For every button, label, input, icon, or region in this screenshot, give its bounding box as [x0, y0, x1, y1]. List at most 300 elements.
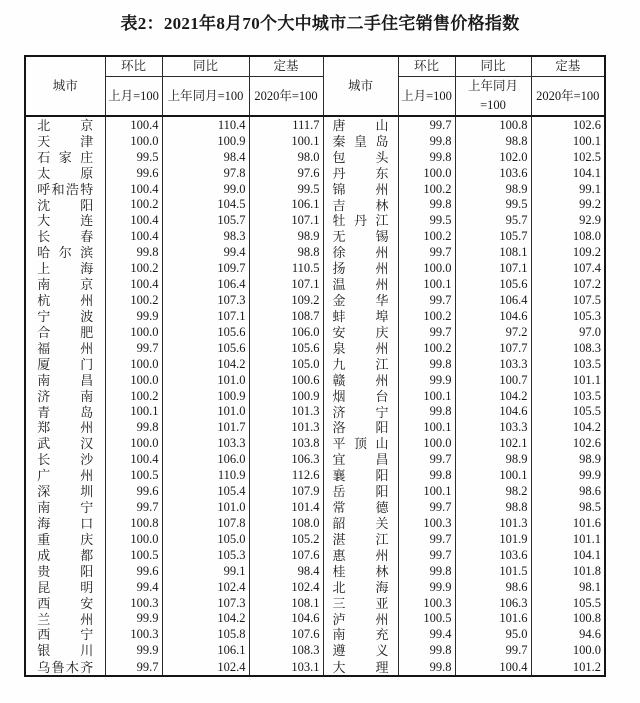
fixed-cell: 106.1	[249, 197, 323, 213]
city-name: 常德	[332, 500, 389, 516]
table-row	[25, 133, 605, 149]
city-name: 三亚	[332, 595, 389, 611]
mom-cell: 99.8	[105, 420, 162, 436]
fixed-cell: 107.6	[249, 547, 323, 563]
city-name: 包头	[332, 149, 389, 165]
city-name: 九江	[332, 356, 389, 372]
fixed-cell: 107.6	[249, 627, 323, 643]
mom-cell: 99.8	[398, 133, 455, 149]
city-name: 安庆	[332, 324, 389, 340]
mom-cell: 100.0	[398, 260, 455, 276]
yoy-cell: 107.7	[455, 340, 531, 356]
yoy-cell: 99.0	[162, 181, 249, 197]
yoy-cell: 101.0	[162, 372, 249, 388]
mom-cell: 99.5	[105, 149, 162, 165]
mom-cell: 100.0	[105, 356, 162, 372]
city-cell	[25, 245, 105, 261]
yoy-cell: 100.4	[455, 659, 531, 676]
mom-cell: 100.1	[398, 388, 455, 404]
table-row	[25, 308, 605, 324]
fixed-cell: 109.2	[249, 292, 323, 308]
yoy-cell: 104.2	[455, 388, 531, 404]
yoy-cell: 106.4	[162, 276, 249, 292]
mom-cell: 99.8	[398, 467, 455, 483]
yoy-cell: 97.2	[455, 324, 531, 340]
fixed-cell: 99.1	[531, 181, 605, 197]
city-cell	[25, 579, 105, 595]
yoy-cell: 101.5	[455, 563, 531, 579]
mom-cell: 100.5	[398, 611, 455, 627]
fixed-cell: 104.2	[531, 420, 605, 436]
city-cell	[25, 388, 105, 404]
yoy-cell: 98.8	[455, 133, 531, 149]
fixed-cell: 108.0	[249, 515, 323, 531]
city-cell	[25, 197, 105, 213]
city-name: 郑州	[37, 420, 94, 436]
fixed-cell: 98.9	[531, 452, 605, 468]
yoy-cell: 108.1	[455, 245, 531, 261]
city-name: 北海	[332, 579, 389, 595]
mom-cell: 99.6	[105, 563, 162, 579]
city-name: 厦门	[37, 356, 94, 372]
table-row	[25, 483, 605, 499]
city-name: 济宁	[332, 404, 389, 420]
city-cell	[323, 133, 398, 149]
yoy-cell: 98.4	[162, 149, 249, 165]
table-row	[25, 420, 605, 436]
city-cell	[323, 627, 398, 643]
mom-cell: 100.0	[105, 133, 162, 149]
mom-cell: 100.3	[105, 627, 162, 643]
city-cell	[323, 340, 398, 356]
yoy-cell: 107.3	[162, 595, 249, 611]
city-name: 牡丹江	[332, 213, 389, 229]
mom-cell: 99.9	[105, 308, 162, 324]
table-row	[25, 276, 605, 292]
mom-cell: 100.0	[105, 372, 162, 388]
fixed-cell: 101.8	[531, 563, 605, 579]
table-row	[25, 659, 605, 676]
yoy-cell: 105.6	[455, 276, 531, 292]
city-name: 北京	[37, 117, 94, 133]
mom-cell: 100.0	[105, 436, 162, 452]
mom-cell: 100.4	[105, 116, 162, 133]
fixed-cell: 100.9	[249, 388, 323, 404]
fixed-cell: 98.0	[249, 149, 323, 165]
fixed-cell: 103.1	[249, 659, 323, 676]
table-row	[25, 467, 605, 483]
col-subheader-fixed-base-left: 2020年=100	[249, 77, 323, 117]
city-name: 南昌	[37, 372, 94, 388]
col-subheader-yoy-base-right: 上年同月=100	[455, 77, 531, 117]
city-cell	[25, 483, 105, 499]
yoy-cell: 100.8	[455, 116, 531, 133]
fixed-cell: 99.2	[531, 197, 605, 213]
city-cell	[323, 483, 398, 499]
mom-cell: 100.0	[105, 531, 162, 547]
mom-cell: 100.3	[105, 595, 162, 611]
table-row	[25, 643, 605, 659]
city-cell	[25, 531, 105, 547]
table-row	[25, 531, 605, 547]
fixed-cell: 101.3	[249, 404, 323, 420]
city-name: 泸州	[332, 611, 389, 627]
mom-cell: 100.3	[398, 515, 455, 531]
col-header-yoy-left: 同比	[162, 56, 249, 77]
mom-cell: 99.6	[105, 483, 162, 499]
city-cell	[25, 547, 105, 563]
city-name: 沈阳	[37, 197, 94, 213]
yoy-cell: 102.0	[455, 149, 531, 165]
city-cell	[25, 340, 105, 356]
yoy-cell: 105.7	[455, 229, 531, 245]
city-name: 长春	[37, 229, 94, 245]
mom-cell: 100.2	[105, 388, 162, 404]
city-cell	[25, 260, 105, 276]
mom-cell: 99.7	[105, 499, 162, 515]
mom-cell: 100.4	[105, 229, 162, 245]
yoy-cell: 104.6	[455, 308, 531, 324]
city-name: 深圳	[37, 484, 94, 500]
city-name: 杭州	[37, 293, 94, 309]
yoy-cell: 101.3	[455, 515, 531, 531]
mom-cell: 99.8	[398, 563, 455, 579]
table-row	[25, 499, 605, 515]
table-row	[25, 229, 605, 245]
city-cell	[323, 260, 398, 276]
mom-cell: 100.1	[105, 404, 162, 420]
fixed-cell: 108.3	[249, 643, 323, 659]
yoy-cell: 103.3	[455, 420, 531, 436]
city-cell	[323, 436, 398, 452]
table-row	[25, 452, 605, 468]
yoy-cell: 107.3	[162, 292, 249, 308]
city-cell	[323, 659, 398, 676]
city-cell	[323, 213, 398, 229]
yoy-cell: 102.4	[162, 659, 249, 676]
city-name: 徐州	[332, 245, 389, 261]
fixed-cell: 102.6	[531, 116, 605, 133]
fixed-cell: 98.5	[531, 499, 605, 515]
table-row	[25, 563, 605, 579]
city-cell	[25, 595, 105, 611]
city-cell	[323, 515, 398, 531]
table-row	[25, 627, 605, 643]
fixed-cell: 112.6	[249, 467, 323, 483]
city-name: 南京	[37, 277, 94, 293]
fixed-cell: 105.6	[249, 340, 323, 356]
city-name: 惠州	[332, 547, 389, 563]
fixed-cell: 105.5	[531, 404, 605, 420]
yoy-cell: 102.1	[455, 436, 531, 452]
city-cell	[25, 420, 105, 436]
yoy-cell: 95.7	[455, 213, 531, 229]
mom-cell: 100.1	[398, 483, 455, 499]
yoy-cell: 105.6	[162, 340, 249, 356]
table-row	[25, 245, 605, 261]
city-name: 海口	[37, 515, 94, 531]
col-subheader-yoy-base-left: 上年同月=100	[162, 77, 249, 117]
city-cell	[323, 197, 398, 213]
yoy-cell: 105.3	[162, 547, 249, 563]
city-name: 青岛	[37, 404, 94, 420]
city-cell	[323, 531, 398, 547]
fixed-cell: 101.4	[249, 499, 323, 515]
mom-cell: 100.2	[105, 292, 162, 308]
city-cell	[25, 436, 105, 452]
city-name: 昆明	[37, 579, 94, 595]
fixed-cell: 100.0	[531, 643, 605, 659]
city-name: 襄阳	[332, 468, 389, 484]
fixed-cell: 102.4	[249, 579, 323, 595]
table-row	[25, 116, 605, 133]
fixed-cell: 108.3	[531, 340, 605, 356]
mom-cell: 100.0	[398, 165, 455, 181]
fixed-cell: 108.0	[531, 229, 605, 245]
city-name: 唐山	[332, 117, 389, 133]
city-cell	[25, 276, 105, 292]
fixed-cell: 107.4	[531, 260, 605, 276]
city-cell	[323, 467, 398, 483]
table-row	[25, 292, 605, 308]
yoy-cell: 98.2	[455, 483, 531, 499]
city-name: 宜昌	[332, 452, 389, 468]
mom-cell: 99.7	[398, 245, 455, 261]
fixed-cell: 94.6	[531, 627, 605, 643]
fixed-cell: 98.8	[249, 245, 323, 261]
fixed-cell: 97.6	[249, 165, 323, 181]
table-row	[25, 260, 605, 276]
city-name: 上海	[37, 261, 94, 277]
col-header-fixed-left: 定基	[249, 56, 323, 77]
city-cell	[25, 165, 105, 181]
yoy-cell: 105.4	[162, 483, 249, 499]
city-name: 济南	[37, 388, 94, 404]
yoy-cell: 100.9	[162, 133, 249, 149]
city-cell	[323, 579, 398, 595]
city-name: 烟台	[332, 388, 389, 404]
fixed-cell: 107.1	[249, 276, 323, 292]
yoy-cell: 105.7	[162, 213, 249, 229]
city-name: 丹东	[332, 165, 389, 181]
fixed-cell: 92.9	[531, 213, 605, 229]
mom-cell: 99.8	[105, 245, 162, 261]
yoy-cell: 104.2	[162, 611, 249, 627]
mom-cell: 100.4	[105, 276, 162, 292]
fixed-cell: 100.1	[249, 133, 323, 149]
fixed-cell: 106.3	[249, 452, 323, 468]
city-cell	[25, 659, 105, 676]
mom-cell: 99.7	[398, 452, 455, 468]
city-cell	[25, 499, 105, 515]
fixed-cell: 106.0	[249, 324, 323, 340]
mom-cell: 100.2	[398, 340, 455, 356]
yoy-cell: 101.0	[162, 404, 249, 420]
yoy-cell: 98.8	[455, 499, 531, 515]
mom-cell: 99.7	[398, 324, 455, 340]
city-cell	[323, 116, 398, 133]
city-cell	[323, 245, 398, 261]
city-cell	[25, 356, 105, 372]
mom-cell: 99.8	[398, 356, 455, 372]
table-body	[25, 116, 605, 676]
city-cell	[25, 372, 105, 388]
yoy-cell: 99.4	[162, 245, 249, 261]
city-name: 成都	[37, 547, 94, 563]
city-cell	[25, 627, 105, 643]
fixed-cell: 104.6	[249, 611, 323, 627]
table-row	[25, 579, 605, 595]
yoy-cell: 98.9	[455, 452, 531, 468]
yoy-cell: 110.4	[162, 116, 249, 133]
city-name: 武汉	[37, 436, 94, 452]
city-cell	[323, 499, 398, 515]
city-cell	[25, 404, 105, 420]
fixed-cell: 101.1	[531, 531, 605, 547]
city-cell	[323, 547, 398, 563]
mom-cell: 99.8	[398, 149, 455, 165]
mom-cell: 100.4	[105, 181, 162, 197]
mom-cell: 100.1	[398, 276, 455, 292]
city-cell	[323, 420, 398, 436]
city-name: 西安	[37, 595, 94, 611]
city-name: 大理	[332, 659, 389, 675]
fixed-cell: 110.5	[249, 260, 323, 276]
city-cell	[25, 116, 105, 133]
mom-cell: 99.9	[105, 611, 162, 627]
yoy-cell: 98.6	[455, 579, 531, 595]
mom-cell: 100.4	[105, 452, 162, 468]
city-name: 平顶山	[332, 436, 389, 452]
page-title: 表2：2021年8月70个大中城市二手住宅销售价格指数	[120, 14, 520, 33]
city-name: 韶关	[332, 515, 389, 531]
yoy-cell: 98.9	[455, 181, 531, 197]
city-cell	[25, 515, 105, 531]
table-row	[25, 515, 605, 531]
yoy-cell: 104.2	[162, 356, 249, 372]
col-header-yoy-right: 同比	[455, 56, 531, 77]
fixed-cell: 108.1	[249, 595, 323, 611]
table-row	[25, 436, 605, 452]
fixed-cell: 105.0	[249, 356, 323, 372]
mom-cell: 99.8	[398, 404, 455, 420]
fixed-cell: 100.1	[531, 133, 605, 149]
mom-cell: 100.2	[398, 229, 455, 245]
city-name: 南宁	[37, 500, 94, 516]
fixed-cell: 107.2	[531, 276, 605, 292]
city-cell	[323, 165, 398, 181]
city-name: 金华	[332, 293, 389, 309]
table-row	[25, 372, 605, 388]
city-name: 贵阳	[37, 563, 94, 579]
yoy-cell: 104.5	[162, 197, 249, 213]
fixed-cell: 102.6	[531, 436, 605, 452]
col-header-city-right: 城市	[323, 56, 398, 116]
city-name: 扬州	[332, 261, 389, 277]
fixed-cell: 111.7	[249, 116, 323, 133]
mom-cell: 99.9	[398, 372, 455, 388]
city-name: 赣州	[332, 372, 389, 388]
mom-cell: 99.7	[398, 292, 455, 308]
city-name: 吉林	[332, 197, 389, 213]
fixed-cell: 98.1	[531, 579, 605, 595]
city-cell	[25, 181, 105, 197]
city-cell	[323, 452, 398, 468]
city-name: 兰州	[37, 611, 94, 627]
city-cell	[323, 404, 398, 420]
yoy-cell: 105.8	[162, 627, 249, 643]
city-cell	[323, 324, 398, 340]
city-cell	[25, 643, 105, 659]
col-header-fixed-right: 定基	[531, 56, 605, 77]
yoy-cell: 110.9	[162, 467, 249, 483]
city-cell	[25, 467, 105, 483]
mom-cell: 100.0	[105, 324, 162, 340]
fixed-cell: 104.1	[531, 547, 605, 563]
city-name: 呼和浩特	[37, 181, 94, 197]
city-cell	[25, 213, 105, 229]
city-cell	[323, 181, 398, 197]
city-name: 大连	[37, 213, 94, 229]
col-header-mom-left: 环比	[105, 56, 162, 77]
fixed-cell: 97.0	[531, 324, 605, 340]
fixed-cell: 103.5	[531, 356, 605, 372]
table-row	[25, 181, 605, 197]
city-cell	[25, 452, 105, 468]
city-cell	[323, 643, 398, 659]
mom-cell: 99.7	[398, 499, 455, 515]
fixed-cell: 107.1	[249, 213, 323, 229]
mom-cell: 100.5	[105, 467, 162, 483]
city-name: 广州	[37, 468, 94, 484]
fixed-cell: 107.5	[531, 292, 605, 308]
city-name: 洛阳	[332, 420, 389, 436]
table-row	[25, 149, 605, 165]
city-cell	[323, 595, 398, 611]
mom-cell: 99.8	[398, 659, 455, 676]
fixed-cell: 108.7	[249, 308, 323, 324]
city-name: 岳阳	[332, 484, 389, 500]
fixed-cell: 107.9	[249, 483, 323, 499]
city-cell	[25, 324, 105, 340]
city-cell	[323, 292, 398, 308]
mom-cell: 99.9	[398, 579, 455, 595]
city-cell	[323, 149, 398, 165]
fixed-cell: 98.4	[249, 563, 323, 579]
mom-cell: 100.2	[105, 260, 162, 276]
fixed-cell: 98.9	[249, 229, 323, 245]
fixed-cell: 102.5	[531, 149, 605, 165]
yoy-cell: 105.6	[162, 324, 249, 340]
fixed-cell: 99.5	[249, 181, 323, 197]
city-cell	[25, 292, 105, 308]
city-name: 长沙	[37, 452, 94, 468]
mom-cell: 99.7	[398, 531, 455, 547]
table-row	[25, 324, 605, 340]
col-subheader-mom-base-right: 上月=100	[398, 77, 455, 117]
city-name: 蚌埠	[332, 309, 389, 324]
yoy-cell: 107.1	[162, 308, 249, 324]
table-row	[25, 611, 605, 627]
mom-cell: 100.8	[105, 515, 162, 531]
table-row	[25, 404, 605, 420]
fixed-cell: 105.3	[531, 308, 605, 324]
mom-cell: 100.2	[398, 308, 455, 324]
col-header-city-left: 城市	[25, 56, 105, 116]
yoy-cell: 106.4	[455, 292, 531, 308]
yoy-cell: 99.1	[162, 563, 249, 579]
mom-cell: 99.7	[105, 659, 162, 676]
